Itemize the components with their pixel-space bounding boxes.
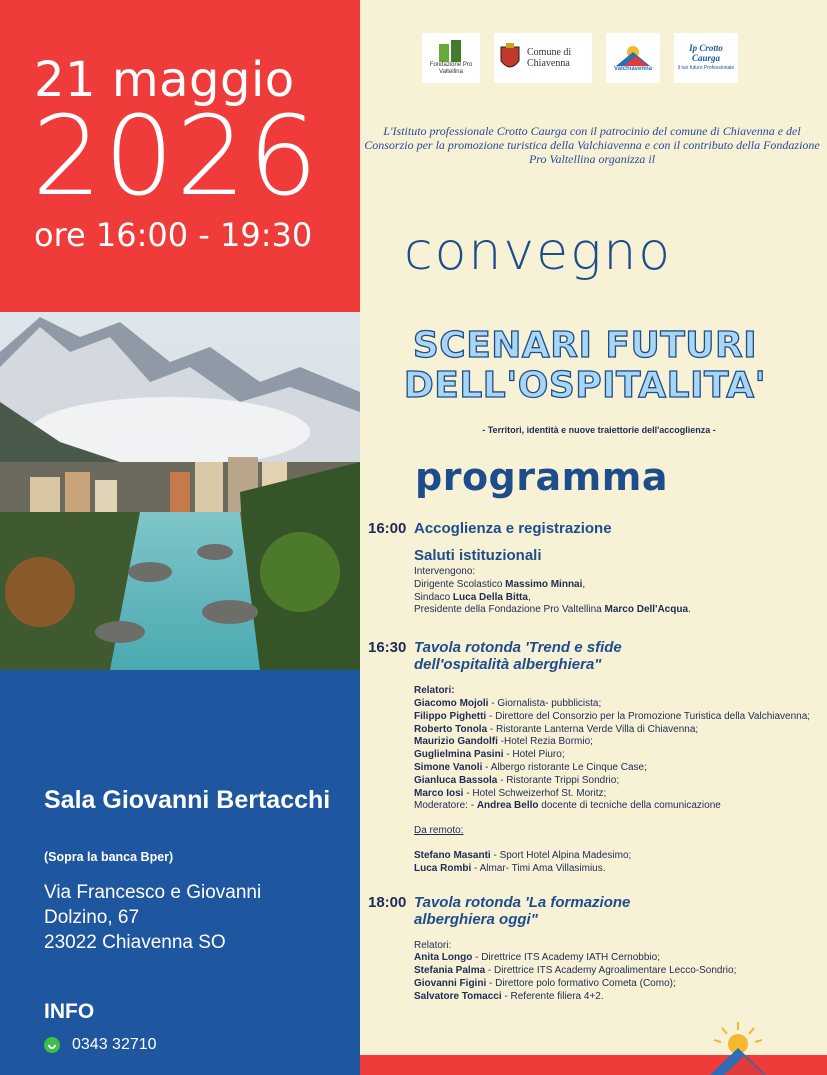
whatsapp-phone-icon (44, 1037, 60, 1053)
convegno-heading: convegno (404, 222, 673, 282)
speaker-item: Stefano Masanti - Sport Hotel Alpina Madesimo; (414, 849, 632, 861)
venue-address (44, 880, 354, 955)
sponsor-logos (422, 33, 738, 83)
speaker-item: Simone Vanoli - Albergo ristorante Le Cinque Case; (414, 761, 647, 773)
speaker-item: Gianluca Bassola - Ristorante Trippi Sondrio; (414, 774, 620, 786)
landscape-image (0, 312, 360, 670)
speaker-item: Giovanni Figini - Direttore polo formativo Cometa (Como); (414, 977, 676, 989)
info-title: INFO (44, 1000, 95, 1023)
programma-heading: programma (415, 455, 668, 499)
pro-valtellina-logo (422, 33, 480, 83)
speaker-item: Anita Longo - Direttrice ITS Academy IATH Cernobbio; (414, 952, 660, 964)
moderator-item: Moderatore: - Andrea Bello docente di tecniche della comunicazione (414, 800, 721, 812)
organizer-intro: L'Istituto professionale Crotto Caurga con il patrocinio del comune di Chiavenna e del Consorzio per la promozione turistica della Valchiavenna e con il contributo della Fondazione Pro Valtellina organizza il (364, 124, 820, 166)
logo-label: Ip Crotto Caurga (689, 43, 723, 63)
logo-label: Valchiavenna (613, 66, 653, 72)
speaker-item: Roberto Tonola - Ristorante Lanterna Verde Villa di Chiavenna; (414, 723, 699, 735)
remote-label: Da remoto: (414, 825, 464, 837)
date-panel (0, 0, 360, 312)
slot-time: 16:00 (368, 520, 407, 537)
event-title-line: SCENARI FUTURI (412, 325, 758, 366)
mountain-sun-icon (616, 44, 650, 66)
chiavenna-photo (0, 312, 360, 670)
speaker-item: Dirigente Scolastico Massimo Minnai, (414, 578, 586, 590)
slot-time: 18:00 (368, 893, 407, 911)
address-line: Via Francesco e Giovanni (44, 882, 262, 903)
speaker-list (414, 579, 823, 617)
speaker-list (414, 698, 823, 813)
event-title (380, 326, 790, 406)
program-slot (368, 894, 823, 928)
logo-tagline: il tuo futuro Professionale (677, 65, 735, 71)
address-line: Dolzino, 67 (44, 907, 140, 928)
speaker-item: Sindaco Luca Della Bitta, (414, 591, 531, 603)
phone-number: 0343 32710 (72, 1036, 157, 1053)
mountain-sun-icon (706, 1020, 770, 1075)
program-slot (368, 639, 823, 673)
slot-time: 16:30 (368, 639, 407, 657)
intervengono-label: Intervengono: (414, 566, 476, 577)
venue-name: Sala Giovanni Bertacchi (44, 786, 331, 814)
speaker-item: Stefania Palma - Direttrice ITS Academy Agroalimentare Lecco-Sondrio; (414, 965, 737, 977)
date-day-month: 21 maggio (34, 52, 295, 108)
program-slot (368, 520, 823, 537)
event-hours: ore 16:00 - 19:30 (34, 216, 313, 254)
speaker-item: Giacomo Mojoli - Giornalista- pubblicista; (414, 697, 602, 709)
venue-note: (Sopra la banca Bper) (44, 850, 174, 864)
coat-of-arms-icon (499, 43, 521, 73)
logo-label: Fondazione Pro Valtellina (429, 62, 473, 75)
speaker-list (414, 952, 823, 1003)
phone-contact (44, 1036, 157, 1054)
slot-title: Tavola rotonda 'Trend e sfide dell'ospitalità alberghiera" (414, 639, 622, 674)
pro-valtellina-icon (439, 40, 463, 62)
relatori-label: Relatori: (414, 939, 452, 951)
speaker-item: Luca Rombi - Almar- Timi Ama Villasimius. (414, 862, 606, 874)
speaker-item: Marco Iosi - Hotel Schweizerhof St. Moritz; (414, 787, 607, 799)
crotto-caurga-logo (674, 33, 738, 83)
logo-label: Comune di Chiavenna (527, 47, 572, 69)
address-line: 23022 Chiavenna SO (44, 932, 226, 953)
date-year: 2026 (32, 92, 320, 220)
speaker-item: Guglielmina Pasini - Hotel Piuro; (414, 749, 565, 761)
event-title-line: DELL'OSPITALITA' (403, 365, 767, 406)
slot-title: Accoglienza e registrazione (414, 520, 612, 537)
speaker-item: Salvatore Tomacci - Referente filiera 4+2. (414, 990, 604, 1002)
event-subtitle: - Territori, identità e nuove traiettorie dell'accoglienza - (482, 425, 716, 435)
speaker-item: Presidente della Fondazione Pro Valtellina Marco Dell'Acqua. (414, 604, 691, 616)
slot-title: Tavola rotonda 'La formazione alberghiera oggi" (414, 893, 631, 928)
speaker-list (414, 850, 823, 876)
speaker-item: Maurizio Gandolfi -Hotel Rezia Bormio; (414, 736, 593, 748)
relatori-label: Relatori: (414, 685, 455, 697)
program-schedule (368, 520, 823, 1004)
valchiavenna-logo (606, 33, 660, 83)
comune-chiavenna-logo (494, 33, 592, 83)
saluti-heading: Saluti istituzionali (414, 547, 542, 564)
speaker-item: Filippo Pighetti - Direttore del Consorzio per la Promozione Turistica della Valchiavenna; (414, 710, 811, 722)
